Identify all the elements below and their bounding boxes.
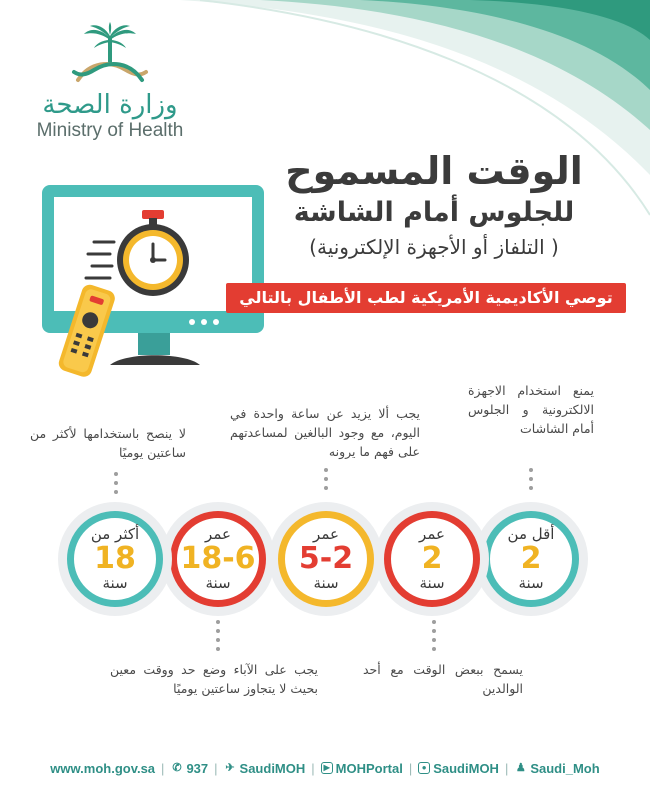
note-under-2: يمنع استخدام الاجهزة الالكترونية و الجلوس أمام الشاشات (468, 383, 594, 436)
age-circle-unit: سنة (518, 574, 544, 592)
note-age-6-18: يجب على الآباء وضع حد ووقت معين بحيث لا يتجاوز ساعتين يوميًا (110, 662, 318, 696)
instagram-icon: ● (418, 762, 430, 774)
age-circle-value: 18 (94, 541, 136, 576)
snapchat-icon: ♟ (515, 761, 526, 774)
phone-number: 937 (186, 760, 209, 776)
age-circle-under-2 (474, 502, 588, 616)
twitter-icon: ✈ (225, 761, 235, 774)
footer-divider: | (504, 760, 509, 776)
website-link[interactable]: www.moh.gov.sa (50, 760, 156, 776)
logo-arabic-name: وزارة الصحة (42, 90, 178, 120)
phone-contact[interactable] (170, 761, 208, 776)
age-circle-value: 18-6 (180, 541, 256, 576)
title-line-1: الوقت المسموح (285, 149, 583, 193)
age-circle-2-5 (269, 502, 383, 616)
age-circle-value: 2 (520, 541, 542, 576)
connector-dots (114, 472, 118, 499)
instagram-link[interactable] (418, 761, 499, 776)
youtube-icon: ▶ (321, 762, 333, 774)
footer-divider: | (161, 760, 165, 776)
phone-icon: ✆ (172, 761, 182, 774)
palm-and-swords-emblem-icon (60, 22, 160, 88)
age-circle-top-label: عمر (205, 525, 231, 543)
connector-dots (432, 620, 436, 656)
footer-divider: | (214, 760, 218, 776)
instagram-handle: SaudiMOH (433, 760, 499, 776)
twitter-handle: SaudiMOH (239, 760, 306, 776)
age-circle-unit: سنة (419, 574, 445, 592)
connector-dots (216, 620, 220, 656)
logo-english-name: Ministry of Health (36, 120, 184, 141)
age-circle-value: 5-2 (298, 541, 354, 576)
age-circle-6-18 (161, 502, 275, 616)
age-circle-top-label: عمر (419, 525, 445, 543)
note-age-2: يسمح ببعض الوقت مع أحد الوالدين (363, 662, 523, 696)
note-over-18: لا ينصح باستخدامها لأكثر من ساعتين يوميًا (30, 426, 186, 460)
title-line-2: للجلوس أمام الشاشة (293, 197, 575, 228)
age-circle-value: 2 (421, 541, 443, 576)
age-circle-top-label: عمر (313, 525, 339, 543)
snapchat-link[interactable] (514, 761, 599, 776)
recommendation-banner: توصي الأكاديمية الأمريكية لطب الأطفال بالتالي (226, 283, 626, 313)
age-circle-top-label: أقل من (507, 525, 555, 543)
ministry-logo (30, 22, 190, 152)
snapchat-handle: Saudi_Moh (530, 760, 600, 776)
connector-dots (324, 468, 328, 495)
footer-contacts (0, 756, 650, 780)
age-circle-unit: سنة (313, 574, 339, 592)
youtube-handle: MOHPortal (335, 760, 403, 776)
age-circle-unit: سنة (205, 574, 231, 592)
age-circle-over-18 (58, 502, 172, 616)
age-circle-top-label: أكثر من (90, 525, 140, 543)
age-circle-unit: سنة (102, 574, 128, 592)
note-age-2-5: يجب ألا يزيد عن ساعة واحدة في اليوم، مع وجود البالغين لمساعدتهم على فهم ما يرونه (230, 406, 420, 459)
youtube-link[interactable] (321, 761, 403, 776)
footer-divider: | (311, 760, 315, 776)
connector-dots (529, 468, 533, 495)
page-title (254, 148, 614, 262)
footer-divider: | (408, 760, 413, 776)
twitter-link[interactable] (224, 761, 306, 776)
age-circle-2 (375, 502, 489, 616)
title-line-3: ( التلفاز أو الأجهزة الإلكترونية) (309, 235, 559, 259)
